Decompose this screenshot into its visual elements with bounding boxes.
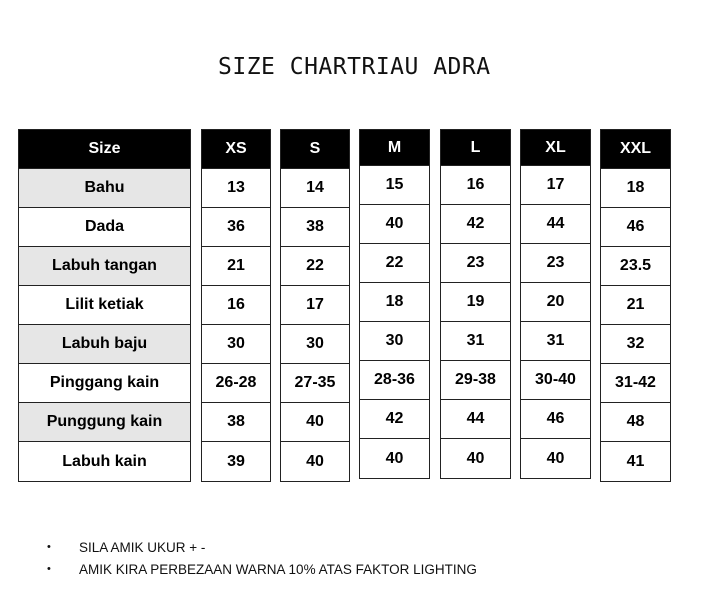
- value-cell: 46: [601, 208, 670, 247]
- row-label-lilit-ketiak: Lilit ketiak: [19, 286, 190, 325]
- value-cell: 36: [202, 208, 270, 247]
- value-cell: 26-28: [202, 364, 270, 403]
- value-cell: 30: [281, 325, 349, 364]
- size-column-s: [280, 129, 350, 482]
- value-cell: 30: [360, 322, 429, 361]
- row-label-labuh-tangan: Labuh tangan: [19, 247, 190, 286]
- notes-list: [47, 536, 667, 580]
- row-label-labuh-baju: Labuh baju: [19, 325, 190, 364]
- value-cell: 31-42: [601, 364, 670, 403]
- size-column-m: [359, 129, 430, 479]
- size-column-xl: [520, 129, 591, 479]
- value-cell: 16: [441, 166, 510, 205]
- value-cell: 42: [441, 205, 510, 244]
- bullet-icon: •: [47, 541, 51, 553]
- value-cell: 32: [601, 325, 670, 364]
- size-header-m: M: [360, 130, 429, 166]
- value-cell: 40: [466, 449, 485, 467]
- size-header-xs: XS: [202, 130, 270, 169]
- size-label-column: [18, 129, 191, 482]
- value-cell: 18: [360, 283, 429, 322]
- value-cell: 16: [202, 286, 270, 325]
- value-cell: 40: [360, 205, 429, 244]
- value-cell: 23: [521, 244, 590, 283]
- value-cell: 40: [306, 452, 324, 470]
- row-label-punggung-kain: Punggung kain: [19, 403, 190, 442]
- size-header-s: S: [281, 130, 349, 169]
- row-label-bahu: Bahu: [19, 169, 190, 208]
- row-label-dada: Dada: [19, 208, 190, 247]
- size-header-l: L: [441, 130, 510, 166]
- value-cell: 41: [626, 452, 645, 470]
- value-cell: 21: [202, 247, 270, 286]
- value-cell: 20: [521, 283, 590, 322]
- value-cell: 21: [601, 286, 670, 325]
- value-cell: 18: [601, 169, 670, 208]
- value-cell: 48: [601, 403, 670, 442]
- value-cell: 17: [521, 166, 590, 205]
- note-text: AMIK KIRA PERBEZAAN WARNA 10% ATAS FAKTOR LIGHTING: [79, 561, 477, 577]
- size-column-xxl: [600, 129, 671, 482]
- value-cell: 40: [546, 449, 565, 467]
- value-cell: 28-36: [360, 361, 429, 400]
- value-cell: 38: [281, 208, 349, 247]
- value-cell: 30: [202, 325, 270, 364]
- row-label-labuh-kain: Labuh kain: [62, 452, 147, 470]
- value-cell: 23.5: [601, 247, 670, 286]
- value-cell: 19: [441, 283, 510, 322]
- note-item: [47, 536, 667, 558]
- value-cell: 22: [281, 247, 349, 286]
- value-cell: 29-38: [441, 361, 510, 400]
- row-label-pinggang-kain: Pinggang kain: [19, 364, 190, 403]
- size-header-xl: XL: [521, 130, 590, 166]
- value-cell: 17: [281, 286, 349, 325]
- value-cell: 44: [441, 400, 510, 439]
- value-cell: 23: [441, 244, 510, 283]
- value-cell: 40: [281, 403, 349, 442]
- page-title: SIZE CHARTRIAU ADRA: [218, 54, 491, 80]
- value-cell: 40: [385, 449, 404, 467]
- bullet-icon: •: [47, 563, 51, 575]
- note-text: SILA AMIK UKUR + -: [79, 539, 206, 555]
- note-item: [47, 558, 667, 580]
- value-cell: 27-35: [281, 364, 349, 403]
- value-cell: 31: [441, 322, 510, 361]
- size-header-xxl: XXL: [601, 130, 670, 169]
- size-header: Size: [19, 130, 190, 169]
- value-cell: 38: [202, 403, 270, 442]
- size-column-l: [440, 129, 511, 479]
- size-column-xs: [201, 129, 271, 482]
- value-cell: 46: [521, 400, 590, 439]
- value-cell: 15: [360, 166, 429, 205]
- value-cell: 31: [521, 322, 590, 361]
- value-cell: 39: [227, 452, 245, 470]
- value-cell: 13: [202, 169, 270, 208]
- value-cell: 14: [281, 169, 349, 208]
- value-cell: 44: [521, 205, 590, 244]
- value-cell: 42: [360, 400, 429, 439]
- value-cell: 22: [360, 244, 429, 283]
- value-cell: 30-40: [521, 361, 590, 400]
